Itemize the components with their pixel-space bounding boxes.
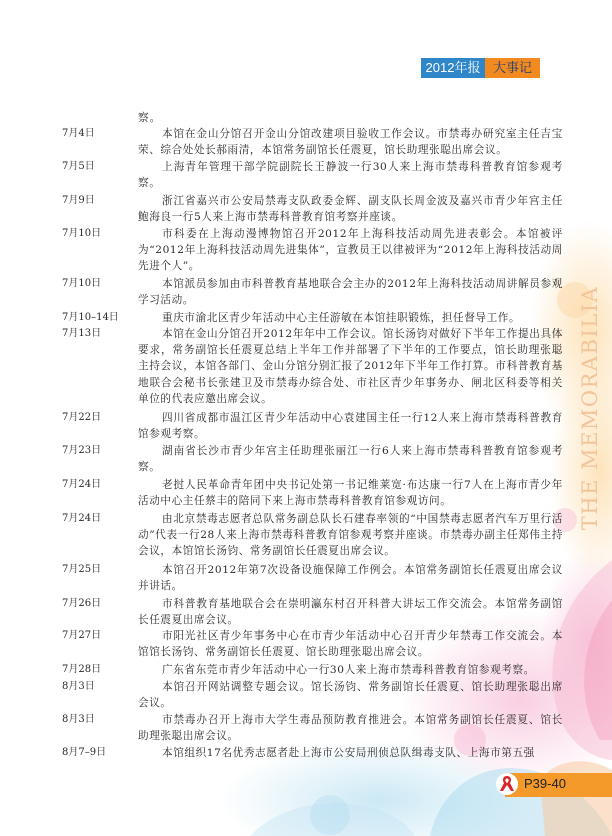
- entry-date: 7月22日: [62, 412, 102, 423]
- entry-date: 7月24日: [62, 513, 102, 524]
- entry-date: 7月9日: [62, 195, 95, 206]
- entry-date: 7月10日: [62, 228, 102, 239]
- entry-date: 7月10–14日: [62, 312, 119, 323]
- entry-text: 本馆在金山分馆召开2012年年中工作会议。馆长汤钧对做好下半年工作提出具体要求，常务副馆长任震夏总结上半年工作并部署了下半年的工作要点，馆长助理张聪主持会议，本馆各部门、金山分馆分别汇报了2012年下半年工作打算。市科普教育基地联合会秘书长张建卫及市禁毒办综合处、市社区青少年事务办、闸北区科委等相关单位的代表应邀出席会议。: [138, 328, 563, 405]
- entry-text: 本馆召开2012年第7次设备设施保障工作例会。本馆常务副馆长任震夏出席会议并讲话。: [138, 564, 563, 593]
- entry-text: 本馆在金山分馆召开金山分馆改建项目验收工作会议。市禁毒办研究室主任吉宝荣、综合处处长郝雨清，本馆常务副馆长任震夏，馆长助理张聪出席会议。: [138, 128, 563, 157]
- entry-date: 7月13日: [62, 328, 102, 339]
- entry-date: 8月3日: [62, 714, 95, 725]
- entry-text: 广东省东莞市青少年活动中心一行30人来上海市禁毒科普教育馆参观考察。: [162, 664, 535, 676]
- entry-text: 本馆召开网站调整专题会议。馆长汤钧、常务副馆长任震夏、馆长助理张聪出席会议。: [138, 681, 563, 710]
- entry-date: 8月3日: [62, 681, 95, 692]
- side-title-text: THE MEMORABILIA: [578, 285, 602, 531]
- continuation-text: 察。: [138, 112, 162, 124]
- side-title: [576, 258, 604, 558]
- page-number: P39-40: [524, 776, 566, 791]
- entry-text: 四川省成都市温江区青少年活动中心袁建国主任一行12人来上海市禁毒科普教育馆参观考察。: [138, 412, 563, 441]
- entry-date: 7月27日: [62, 630, 102, 641]
- entry-date: 7月24日: [62, 479, 102, 490]
- entry-text: 市阳光社区青少年事务中心在市青少年活动中心召开青少年禁毒工作交流会。本馆馆长汤钧、常务副馆长任震夏、馆长助理张聪出席会议。: [138, 630, 563, 659]
- year-tag: 2012年报: [421, 58, 485, 78]
- ribbon-icon: [495, 772, 519, 796]
- entry-text: 市科委在上海动漫博物馆召开2012年上海科技活动周先进表彰会。本馆被评为“2012年上海科技活动周先进集体”，宣教员王以律被评为“2012年上海科技活动周先进个人”。: [138, 228, 563, 273]
- category-tag: 大事记: [485, 58, 540, 78]
- entry-date: 7月28日: [62, 664, 102, 675]
- entry-date: 8月7–9日: [62, 747, 107, 758]
- entry-date: 7月26日: [62, 598, 102, 609]
- entry-text: 重庆市渝北区青少年活动中心主任游敏在本馆挂职锻炼，担任督导工作。: [162, 312, 521, 324]
- entry-text: 湖南省长沙市青少年宫主任助理张丽江一行6人来上海市禁毒科普教育馆参观考察。: [138, 445, 563, 474]
- entry-date: 7月25日: [62, 564, 102, 575]
- entry-date: 7月5日: [62, 161, 95, 172]
- entry-date: 7月4日: [62, 128, 95, 139]
- entry-date: 7月23日: [62, 445, 102, 456]
- entry-text: 由北京禁毒志愿者总队常务副总队长石建春率领的“中国禁毒志愿者汽车万里行活动”代表一行28人来上海市禁毒科普教育馆参观考察并座谈。市禁毒办副主任郑伟主持会议，本馆馆长汤钧、常务副馆长任震夏出席会议。: [138, 513, 563, 558]
- entry-text: 市禁毒办召开上海市大学生毒品预防教育推进会。本馆常务副馆长任震夏、馆长助理张聪出席会议。: [138, 714, 563, 743]
- entry-date: 7月10日: [62, 278, 102, 289]
- entry-text: 市科普教育基地联合会在崇明瀛东村召开科普大讲坛工作交流会。本馆常务副馆长任震夏出席会议。: [138, 598, 563, 627]
- entry-text: 本馆派员参加由市科普教育基地联合会主办的2012年上海科技活动周讲解员参观学习活动。: [138, 278, 563, 307]
- entry-text: 本馆组织17名优秀志愿者赴上海市公安局刑侦总队缉毒支队、上海市第五强: [162, 747, 535, 759]
- entry-text: 老挝人民革命青年团中央书记处第一书记维莱宽·布达康一行7人在上海市青少年活动中心主任蔡丰的陪同下来上海市禁毒科普教育馆参观访问。: [138, 479, 563, 508]
- entry-text: 上海青年管理干部学院副院长王静波一行30人来上海市禁毒科普教育馆参观考察。: [138, 161, 563, 190]
- entry-text: 浙江省嘉兴市公安局禁毒支队政委金辉、副支队长周金波及嘉兴市青少年宫主任鲍海良一行5人来上海市禁毒科普教育馆考察并座谈。: [138, 195, 563, 224]
